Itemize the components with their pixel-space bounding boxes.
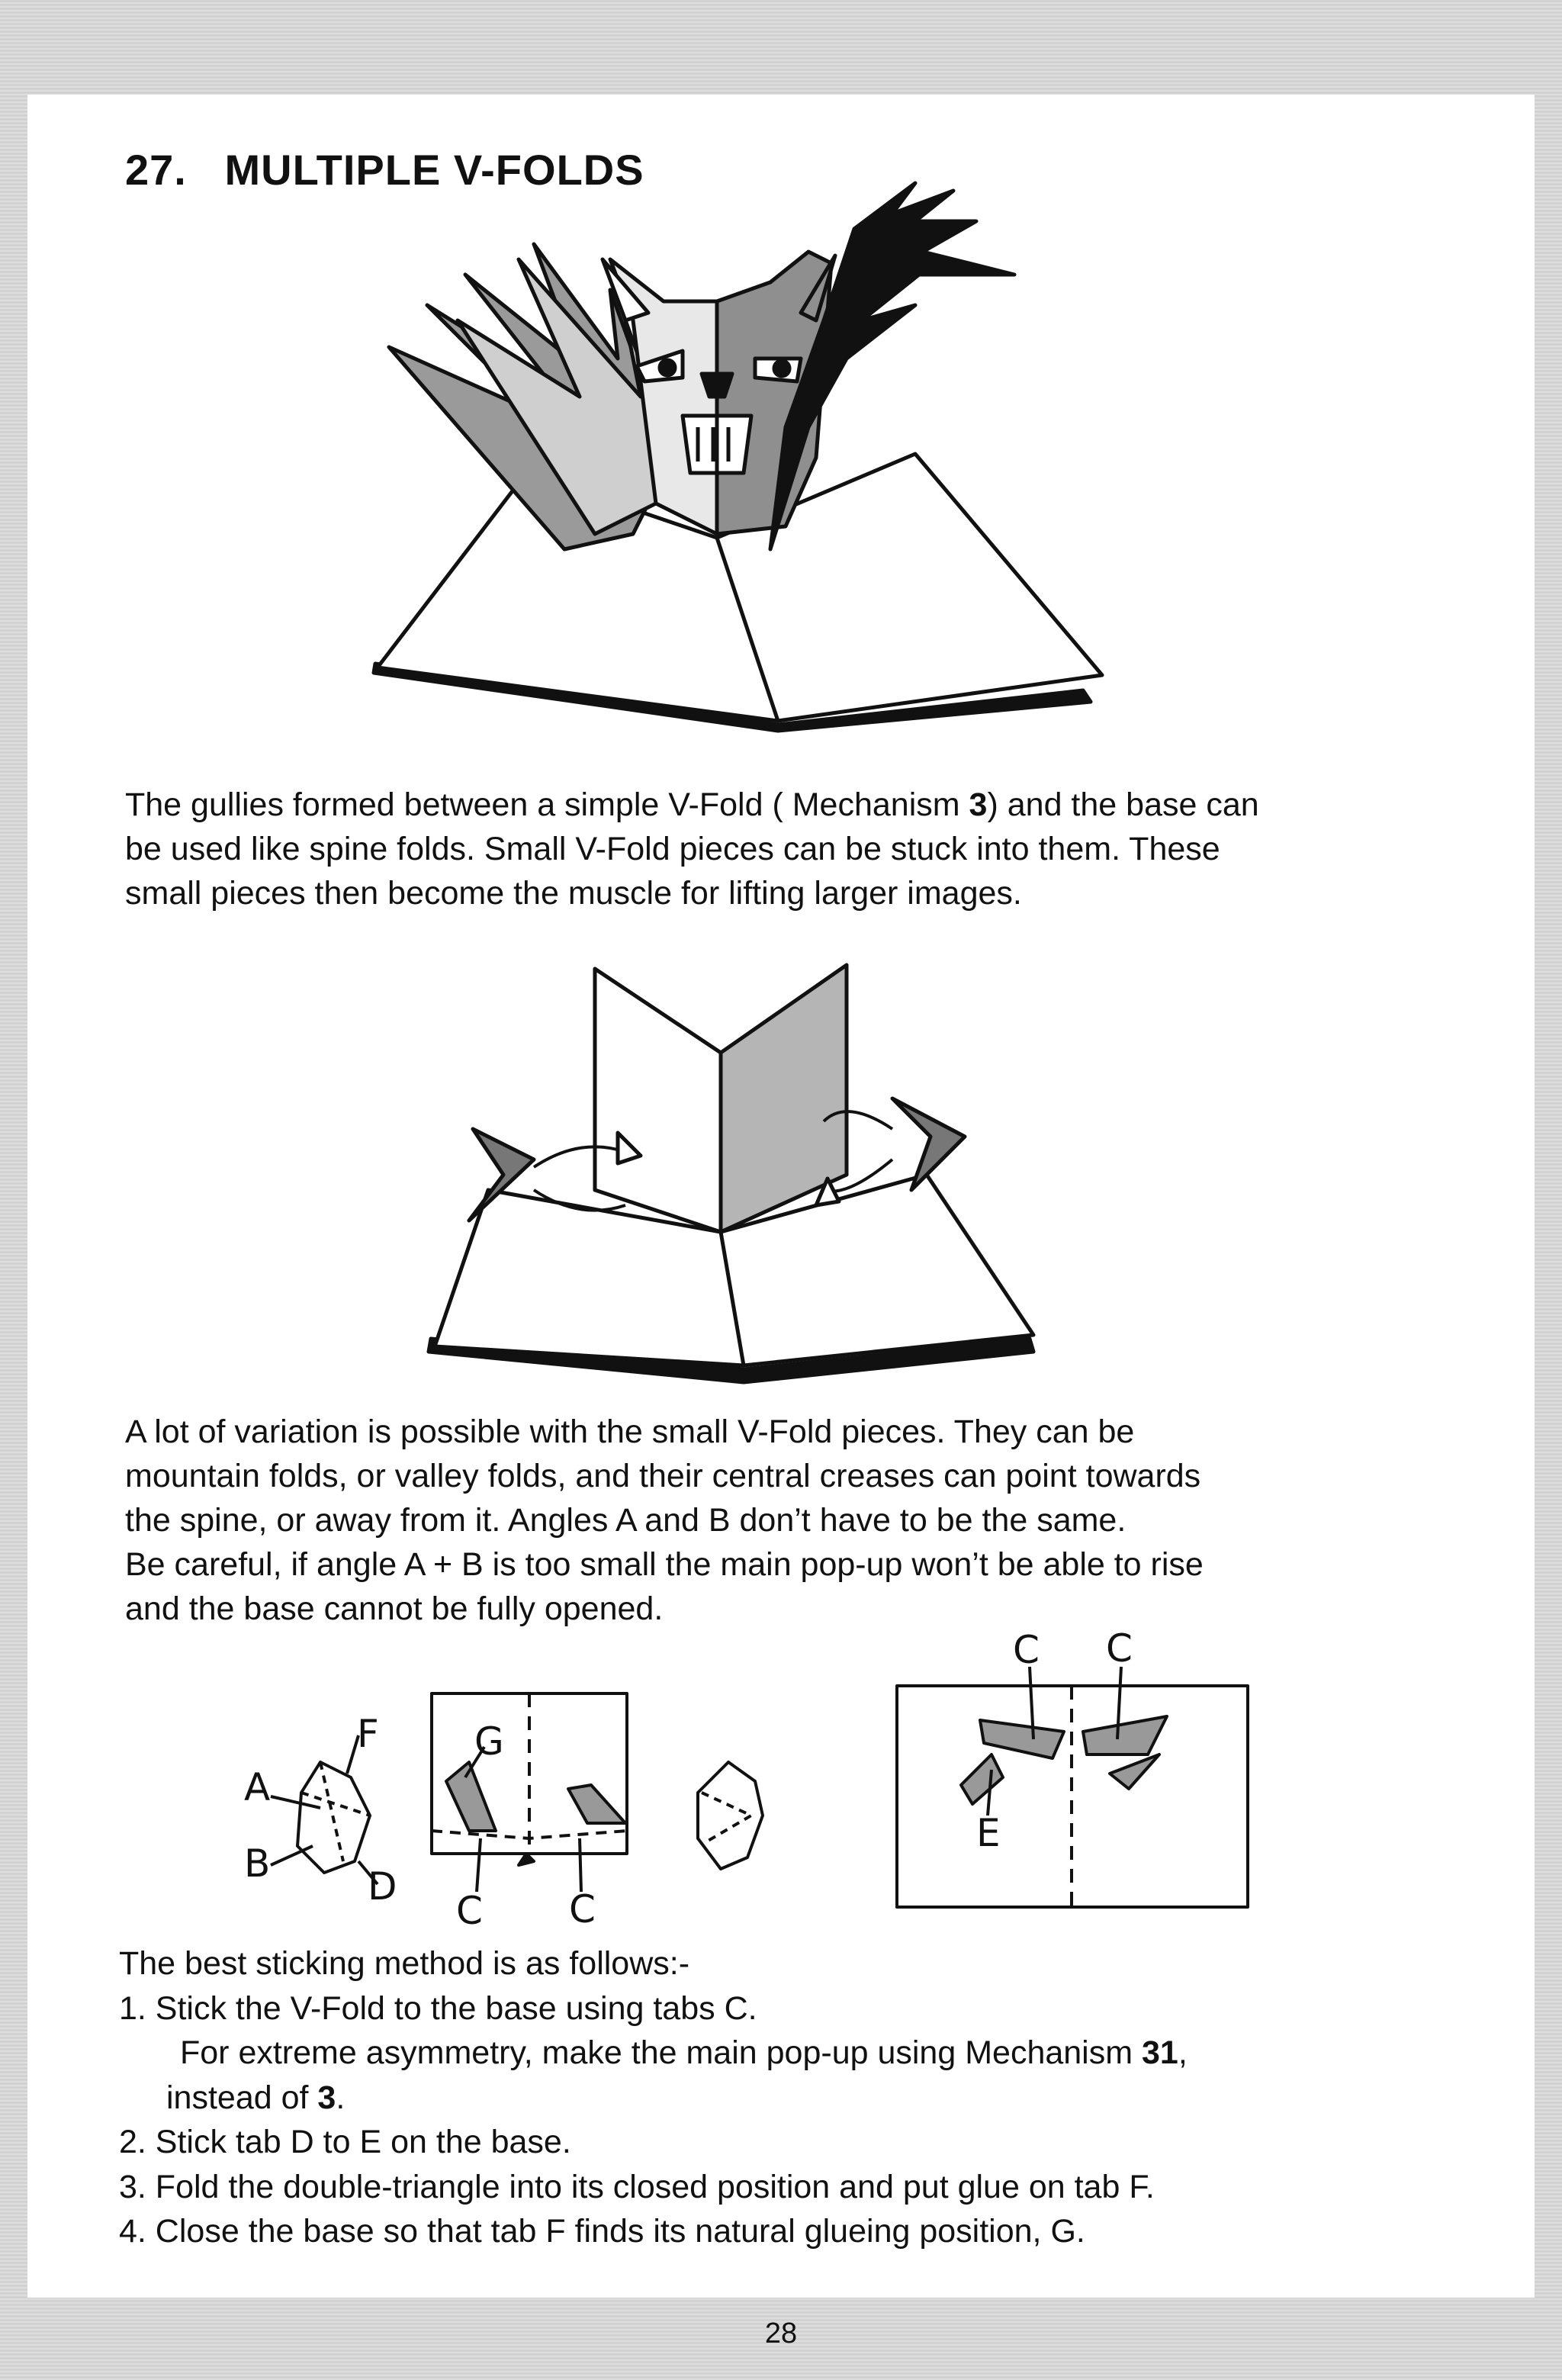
label-tab-c-base-left: C — [1013, 1628, 1040, 1672]
step-1-note-text: For extreme asymmetry, make the main pop-up using Mechanism — [180, 2034, 1143, 2071]
variation-line: and the base cannot be fully opened. — [125, 1590, 664, 1627]
variation-line: the spine, or away from it. Angles A and B don’t have to be the same. — [125, 1502, 1127, 1539]
label-tab-f: F — [357, 1712, 379, 1756]
intro-line: small pieces then become the muscle for lifting larger images. — [125, 875, 1022, 912]
label-angle-b: B — [244, 1841, 271, 1886]
intro-line: be used like spine folds. Small V-Fold pieces can be stuck into them. These — [125, 831, 1220, 867]
label-tab-c-base-right: C — [1106, 1626, 1133, 1671]
variation-line: Be careful, if angle A + B is too small the main pop-up won’t be able to rise — [125, 1546, 1204, 1583]
variation-line: mountain folds, or valley folds, and their central creases can point towards — [125, 1458, 1201, 1494]
method-steps — [119, 1941, 1188, 2254]
label-tab-c-right: C — [569, 1887, 596, 1931]
step-1-note-text: . — [336, 2079, 346, 2116]
intro-text: The gullies formed between a simple V-Fold ( Mechanism — [125, 786, 969, 823]
label-position-e: E — [976, 1811, 1001, 1855]
label-tab-d: D — [368, 1864, 397, 1909]
page-title: 27. MULTIPLE V-FOLDS — [125, 146, 644, 194]
mechanism-ref: 31 — [1142, 2034, 1178, 2071]
mechanism-ref: 3 — [969, 786, 988, 823]
step-4: 4. Close the base so that tab F finds its natural glueing position, G. — [119, 2213, 1085, 2250]
label-angle-a: A — [244, 1765, 271, 1809]
page-number: 28 — [764, 2317, 798, 2349]
variation-line: A lot of variation is possible with the small V-Fold pieces. They can be — [125, 1414, 1135, 1450]
step-1: 1. Stick the V-Fold to the base using tabs C. — [119, 1989, 757, 2027]
step-1-note-cont — [119, 2076, 1188, 2121]
label-position-g: G — [474, 1719, 504, 1764]
step-1-note-text: instead of — [166, 2079, 318, 2116]
step-2: 2. Stick tab D to E on the base. — [119, 2124, 571, 2160]
label-tab-c-left: C — [456, 1889, 483, 1933]
mechanism-ref: 3 — [317, 2079, 336, 2116]
step-3: 3. Fold the double-triangle into its closed position and put glue on tab F. — [119, 2168, 1155, 2205]
step-1-note — [119, 2031, 1188, 2076]
intro-text: ) and the base can — [987, 786, 1259, 823]
method-intro: The best sticking method is as follows:- — [119, 1945, 690, 1982]
step-1-note-text: , — [1178, 2034, 1188, 2071]
